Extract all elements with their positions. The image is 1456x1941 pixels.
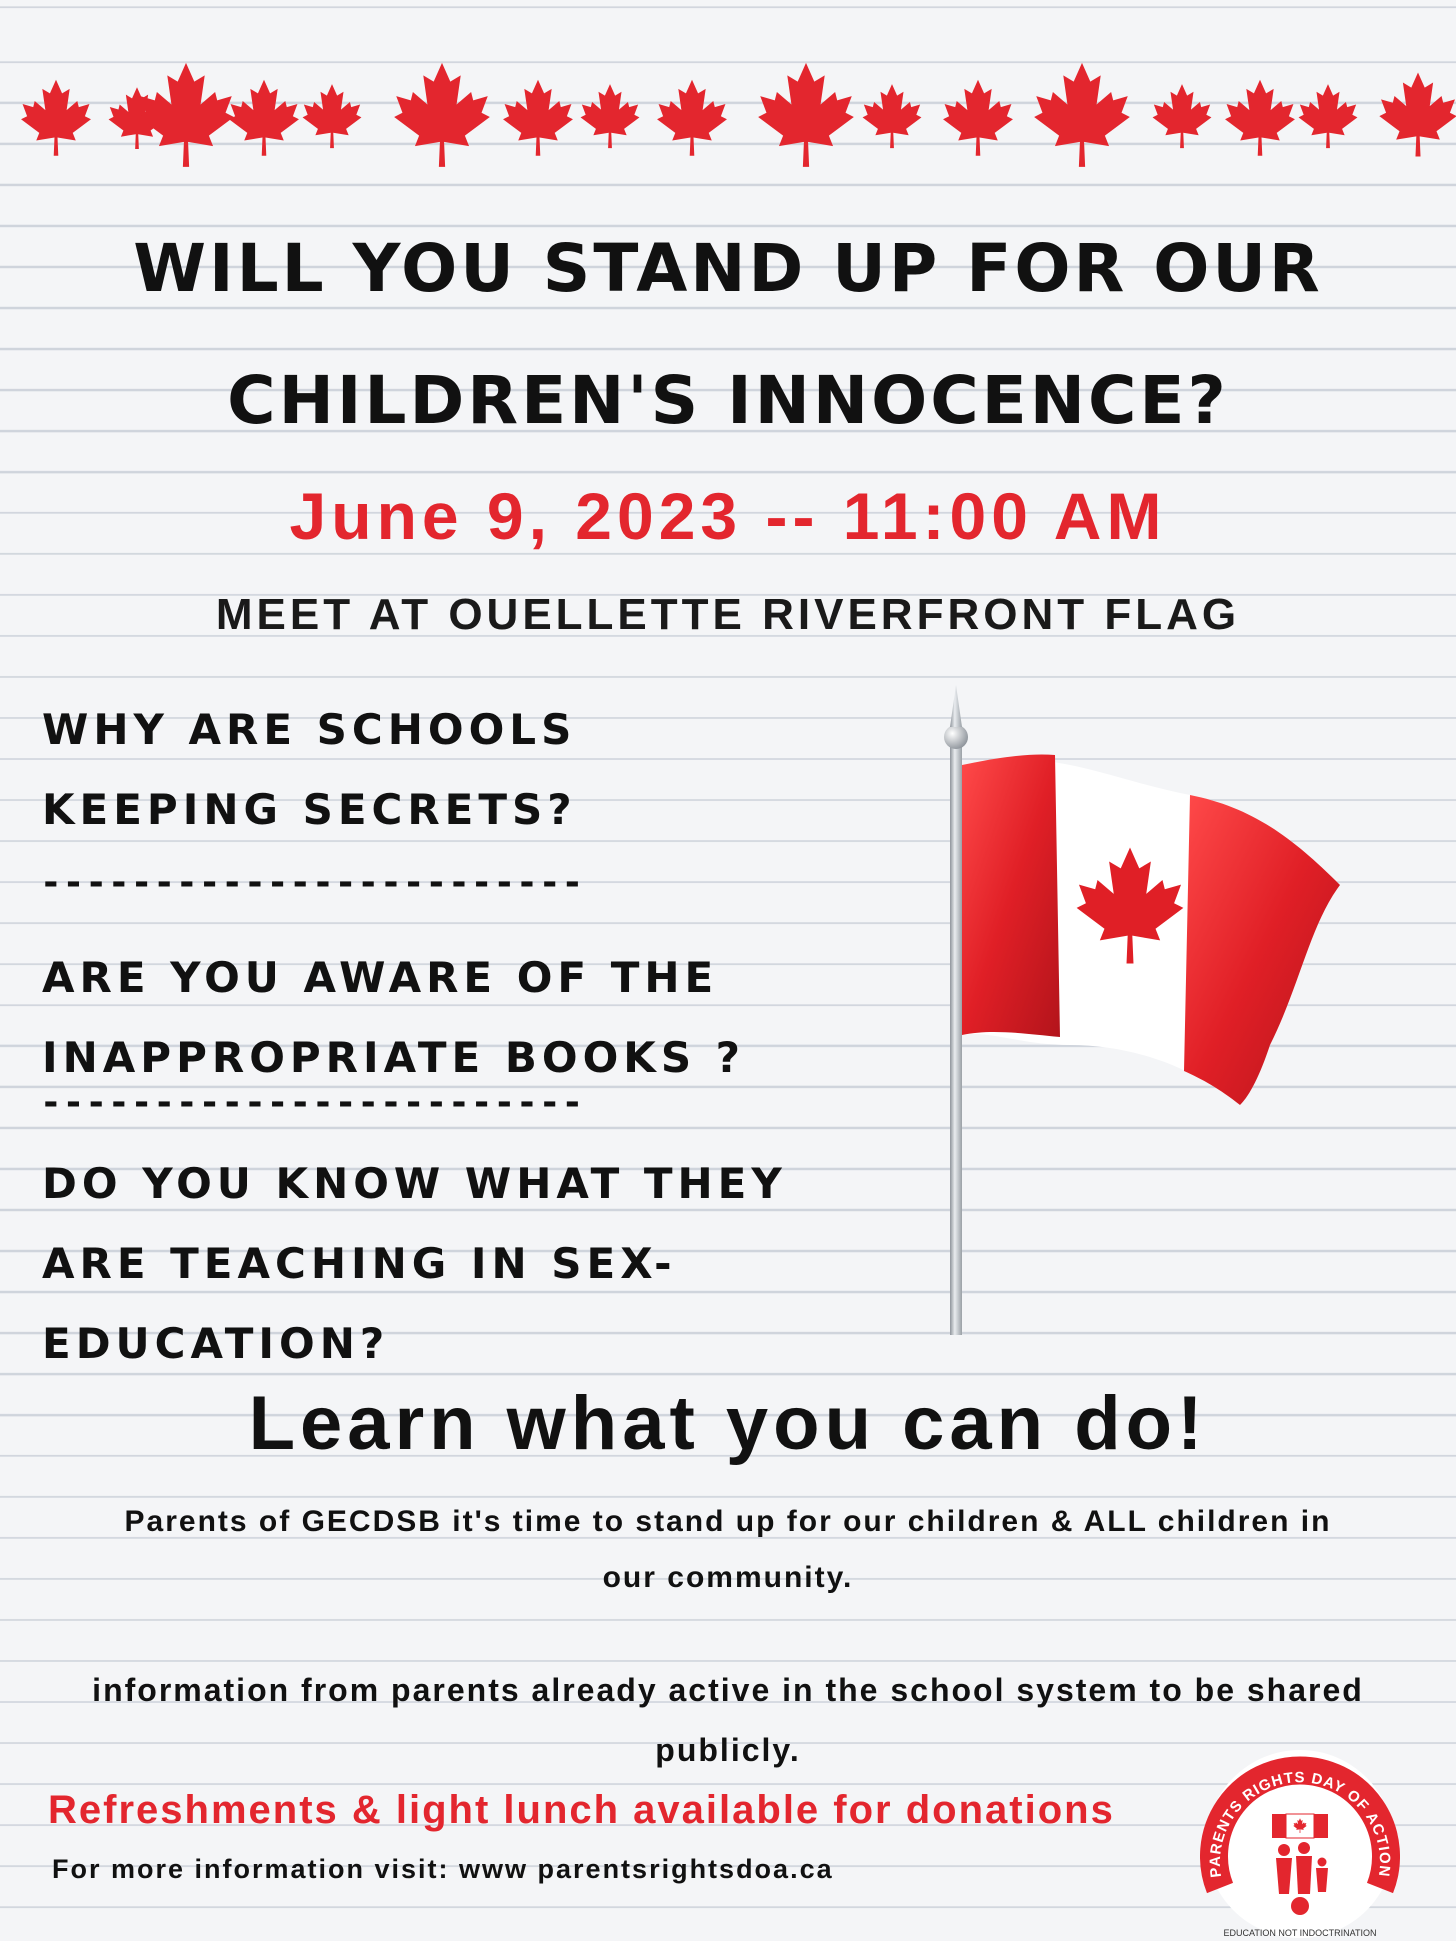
question-line: INAPPROPRIATE BOOKS ?	[42, 1033, 746, 1082]
maple-leaf-icon	[940, 78, 1016, 162]
question-line: WHY ARE SCHOOLS	[42, 705, 577, 754]
headline-line-1: WILL YOU STAND UP FOR OUR	[133, 230, 1323, 307]
maple-leaf-icon	[654, 78, 730, 162]
parents-rights-logo	[1200, 1748, 1400, 1941]
maple-leaf-icon	[300, 82, 364, 154]
flag-pole	[950, 745, 962, 1335]
logo-tagline: EDUCATION NOT INDOCTRINATION	[1223, 1928, 1377, 1938]
maple-leaf-icon	[18, 78, 94, 162]
maple-leaf-icon	[134, 60, 238, 176]
maple-leaf-icon	[578, 82, 642, 154]
maple-leaf-border	[0, 60, 1456, 180]
canadian-flag-image	[890, 685, 1350, 1335]
question-inappropriate-books	[42, 938, 745, 1098]
maple-leaf-icon	[754, 60, 858, 176]
headline-line-2: CHILDREN'S INNOCENCE?	[227, 362, 1229, 439]
maple-leaf-icon	[860, 82, 924, 154]
maple-leaf-icon	[226, 78, 302, 162]
info-message: information from parents already active in the school system to be shared publicly.	[92, 1672, 1364, 1768]
question-line: EDUCATION?	[42, 1319, 390, 1368]
scales-icon	[1291, 1897, 1309, 1915]
question-line: ARE TEACHING IN SEX-	[42, 1239, 677, 1288]
event-date-time: June 9, 2023 -- 11:00 AM	[289, 479, 1167, 553]
maple-leaf-icon	[1222, 78, 1298, 162]
maple-leaf-icon	[500, 78, 576, 162]
flag-pole-finial	[950, 685, 962, 727]
maple-leaf-icon	[390, 60, 494, 176]
dashed-separator: ------------------------	[40, 1082, 585, 1123]
dashed-separator: ------------------------	[40, 862, 585, 903]
parents-message: Parents of GECDSB it's time to stand up for our children & ALL children in our community.	[124, 1505, 1332, 1594]
question-schools-secrets	[42, 690, 577, 850]
call-to-action: Learn what you can do!	[248, 1381, 1208, 1466]
flag-pole-ball	[944, 725, 968, 749]
maple-leaf-icon	[1376, 70, 1456, 164]
meeting-location: MEET AT OUELLETTE RIVERFRONT FLAG	[215, 590, 1241, 639]
refreshments-note: Refreshments & light lunch available for donations	[48, 1788, 1115, 1832]
more-info-link[interactable]: For more information visit: www parentsrightsdoa.ca	[52, 1854, 834, 1884]
logo-arc-text: PARENTS RIGHTS DAY OF ACTION	[1206, 1769, 1394, 1879]
question-line: DO YOU KNOW WHAT THEY	[42, 1159, 787, 1208]
question-line: ARE YOU AWARE OF THE	[42, 953, 719, 1002]
flag-cloth	[962, 754, 1340, 1105]
maple-leaf-icon	[1296, 82, 1360, 154]
logo-flag-icon	[1272, 1814, 1328, 1838]
question-line: KEEPING SECRETS?	[42, 785, 577, 834]
maple-leaf-icon	[1030, 60, 1134, 176]
maple-leaf-icon	[1150, 82, 1214, 154]
question-sex-education	[42, 1144, 787, 1384]
